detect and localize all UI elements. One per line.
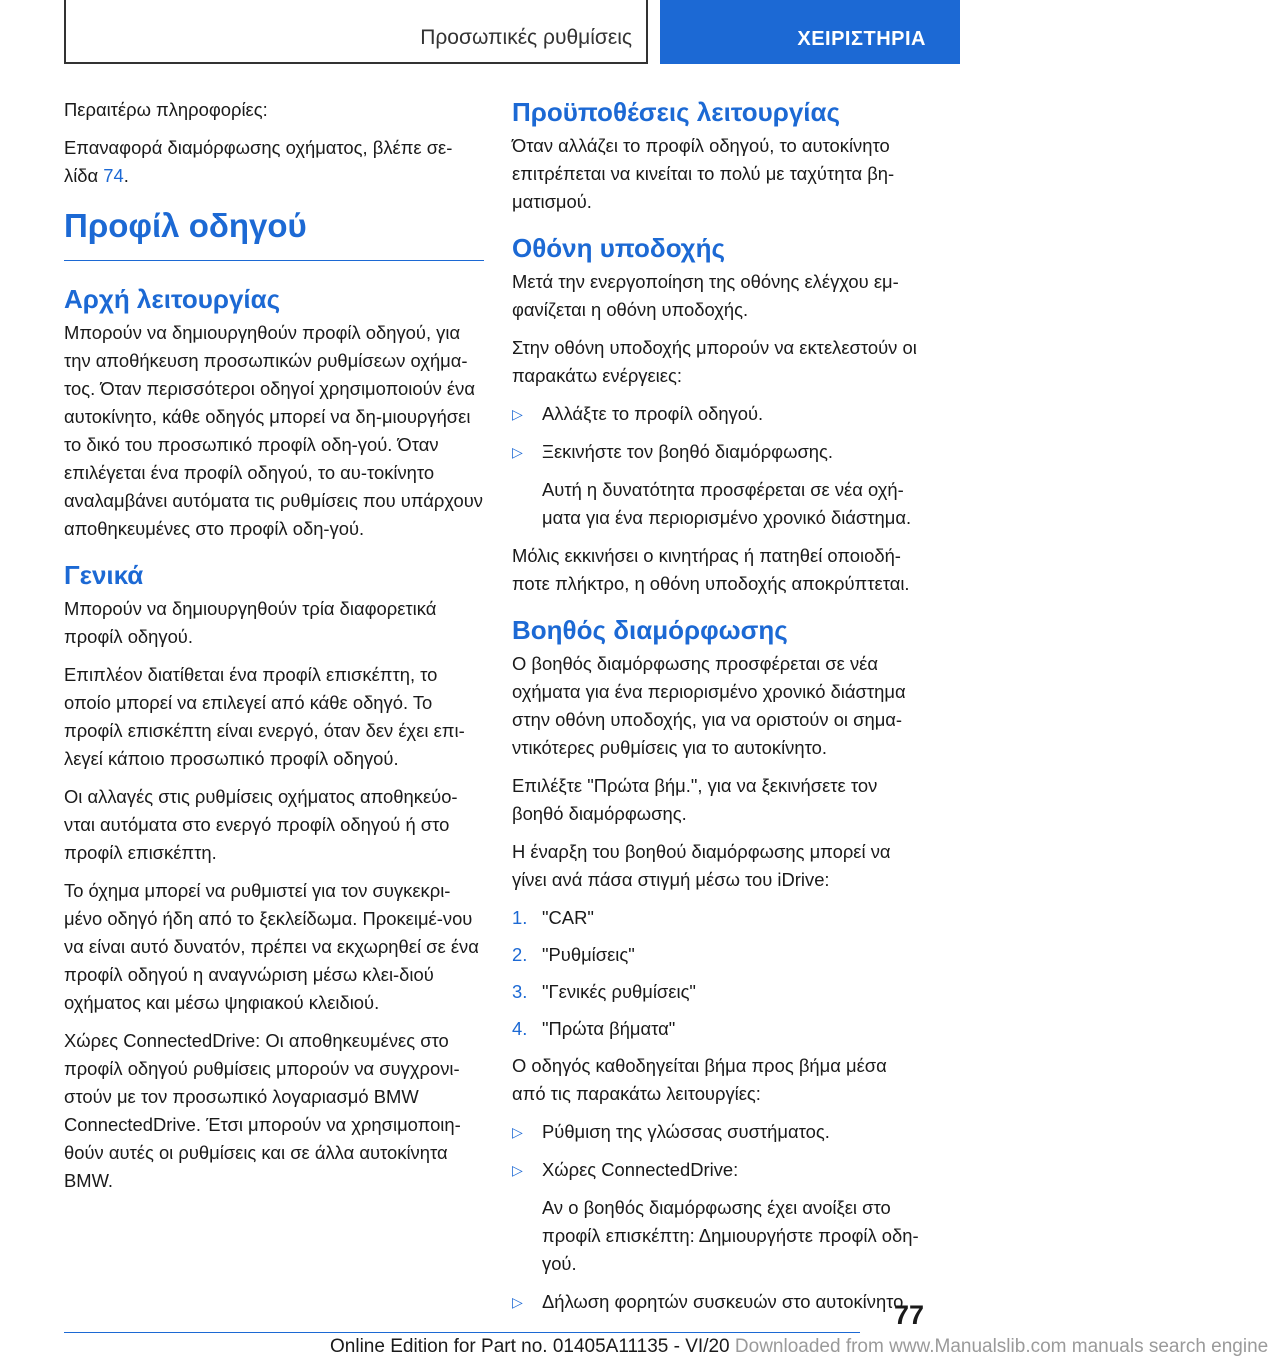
welcome-paragraph: Μόλις εκκινήσει ο κινητήρας ή πατηθεί οποιοδή-ποτε πλήκτρο, η οθόνη υποδοχής αποκρύπτεται. xyxy=(512,545,910,594)
chapter-tab xyxy=(660,0,960,64)
heading-principle: Αρχή λειτουργίας xyxy=(64,284,281,314)
triangle-bullet-icon: ▷ xyxy=(512,1162,523,1178)
right-column xyxy=(512,96,924,1326)
prereq-paragraph: Όταν αλλάζει το προφίλ οδηγού, το αυτοκίνητο επιτρέπεται να κινείται το πολύ με ταχύτητα βη-ματισμού. xyxy=(512,135,895,212)
heading-welcome-screen: Οθόνη υποδοχής xyxy=(512,233,726,263)
assistant-sub-paragraph: Αν ο βοηθός διαμόρφωσης έχει ανοίξει στο προφίλ επισκέπτη: Δημιουργήστε προφίλ οδη-γού. xyxy=(542,1197,919,1274)
footer-edition-line xyxy=(330,1336,1268,1358)
general-paragraph: Μπορούν να δημιουργηθούν τρία διαφορετικά προφίλ οδηγού. xyxy=(64,598,437,647)
section-title: Προσωπικές ρυθμίσεις xyxy=(420,26,632,49)
list-item: ▷ Ξεκινήστε τον βοηθό διαμόρφωσης. xyxy=(512,438,924,466)
assistant-paragraph: Ο βοηθός διαμόρφωσης προσφέρεται σε νέα οχήματα για ένα περιορισμένο χρονικό διάστημα στην οθόνη υποδοχής, για να οριστούν οι σημα-ντικότερες ρυθμίσεις για το αυτοκίνητο. xyxy=(512,653,906,758)
step-item: 1. "CAR" xyxy=(512,907,594,928)
reference-paragraph: Επαναφορά διαμόρφωσης οχήματος, βλέπε σε-λίδα 74. xyxy=(64,137,453,186)
chapter-title: ΧΕΙΡΙΣΤΗΡΙΑ xyxy=(797,28,926,50)
step-item: 4. "Πρώτα βήματα" xyxy=(512,1018,676,1039)
page-number: 77 xyxy=(893,1300,924,1330)
edition-text: Online Edition for Part no. 01405A11135 - VI/20 xyxy=(330,1336,730,1357)
heading-driver-profile: Προφίλ οδηγού xyxy=(64,206,484,261)
assistant-paragraph: Επιλέξτε "Πρώτα βήμ.", για να ξεκινήσετε τον βοηθό διαμόρφωσης. xyxy=(512,775,878,824)
page-link[interactable]: 74 xyxy=(103,165,124,186)
triangle-bullet-icon: ▷ xyxy=(512,1124,523,1140)
left-column xyxy=(64,96,484,1205)
step-item: 3. "Γενικές ρυθμίσεις" xyxy=(512,981,696,1002)
heading-general: Γενικά xyxy=(64,560,144,590)
list-item: ▷ Δήλωση φορητών συσκευών στο αυτοκίνητο. xyxy=(512,1288,924,1316)
triangle-bullet-icon: ▷ xyxy=(512,444,523,460)
general-paragraph: Επιπλέον διατίθεται ένα προφίλ επισκέπτη, το οποίο μπορεί να επιλεγεί από κάθε οδηγό. Το προφίλ επισκέπτη είναι ενεργό, όταν δεν έχει επι-λεγεί κάποιο προσωπικό προφίλ οδηγού. xyxy=(64,664,465,769)
triangle-bullet-icon: ▷ xyxy=(512,1294,523,1310)
welcome-paragraph: Μετά την ενεργοποίηση της οθόνης ελέγχου εμ-φανίζεται η οθόνη υποδοχής. xyxy=(512,271,899,320)
watermark-text: Downloaded from www.Manualslib.com manuals search engine xyxy=(734,1336,1268,1357)
step-item: 2. "Ρυθμίσεις" xyxy=(512,944,635,965)
assistant-paragraph: Η έναρξη του βοηθού διαμόρφωσης μπορεί να γίνει ανά πάσα στιγμή μέσω του iDrive: xyxy=(512,841,891,890)
assistant-paragraph: Ο οδηγός καθοδηγείται βήμα προς βήμα μέσα από τις παρακάτω λειτουργίες: xyxy=(512,1055,887,1104)
heading-setup-assistant: Βοηθός διαμόρφωσης xyxy=(512,615,788,645)
footer-divider xyxy=(64,1332,860,1333)
page-header xyxy=(64,0,960,64)
general-paragraph: Το όχημα μπορεί να ρυθμιστεί για τον συγκεκρι-μένο οδηγό ήδη από το ξεκλείδωμα. Προκειμέ-νου να είναι αυτό δυνατόν, πρέπει να εκχωρηθεί σε ένα προφίλ οδηγού η αναγνώριση μέσω κλει-διού οχήματος και μέσω ψηφιακού κλειδιού. xyxy=(64,880,479,1013)
heading-prerequisites: Προϋποθέσεις λειτουργίας xyxy=(512,97,841,127)
general-paragraph: Χώρες ConnectedDrive: Οι αποθηκευμένες στο προφίλ οδηγού ρυθμίσεις μπορούν να συγχρονι-στούν με τον προσωπικό λογαριασμό BMW ConnectedDrive. Έτσι μπορούν να χρησιμοποιη-θούν αυτές οι ρυθμίσεις και σε άλλα αυτοκίνητα BMW. xyxy=(64,1030,461,1191)
principle-paragraph: Μπορούν να δημιουργηθούν προφίλ οδηγού, για την αποθήκευση προσωπικών ρυθμίσεων οχήμα-τος. Όταν περισσότεροι οδηγοί χρησιμοποιούν ένα αυτοκίνητο, κάθε οδηγός μπορεί να δη-μιουργήσει το δικό του προσωπικό προφίλ οδη-γού. Όταν επιλέγεται ένα προφίλ οδηγού, το αυ-τοκίνητο αναλαμβάνει αυτόματα τις ρυθμίσεις που υπάρχουν αποθηκευμένες στο προφίλ οδη-γού. xyxy=(64,322,483,539)
welcome-sub-paragraph: Αυτή η δυνατότητα προσφέρεται σε νέα οχή-ματα για ένα περιορισμένο χρονικό διάστημα. xyxy=(542,479,912,528)
list-item: ▷ Αλλάξτε το προφίλ οδηγού. xyxy=(512,400,924,428)
general-paragraph: Οι αλλαγές στις ρυθμίσεις οχήματος αποθηκεύο-νται αυτόματα στο ενεργό προφίλ οδηγού ή στο προφίλ επισκέπτη. xyxy=(64,786,458,863)
list-item: ▷ Χώρες ConnectedDrive: xyxy=(512,1156,924,1184)
section-title-box xyxy=(64,0,648,64)
welcome-paragraph: Στην οθόνη υποδοχής μπορούν να εκτελεστούν οι παρακάτω ενέργειες: xyxy=(512,337,917,386)
further-info-label: Περαιτέρω πληροφορίες: xyxy=(64,99,268,120)
list-item: ▷ Ρύθμιση της γλώσσας συστήματος. xyxy=(512,1118,924,1146)
triangle-bullet-icon: ▷ xyxy=(512,406,523,422)
